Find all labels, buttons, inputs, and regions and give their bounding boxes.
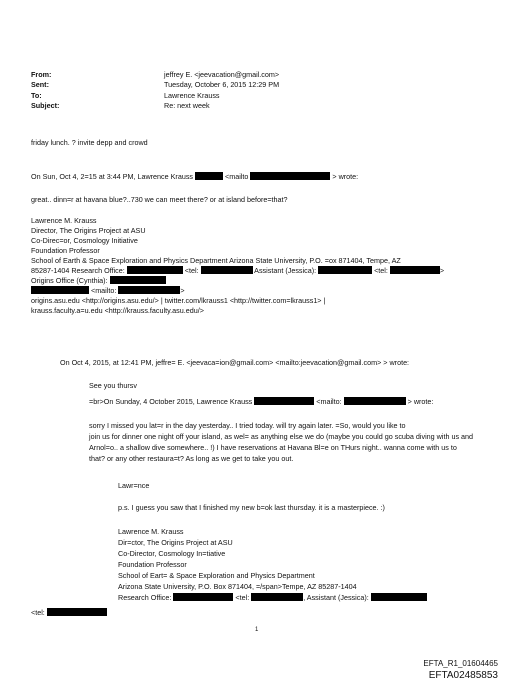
redaction-block	[195, 172, 223, 180]
redaction-block	[250, 172, 330, 180]
signature-line	[118, 593, 427, 602]
redaction-block	[173, 593, 233, 601]
redaction-block	[344, 397, 406, 405]
to-value: Lawrence Krauss	[164, 91, 220, 100]
from-value: jeffrey E. <jeevacation@gmail.com>	[164, 70, 280, 79]
body-line: friday lunch. ? invite depp and crowd	[31, 138, 148, 147]
signoff: Lawr=nce	[118, 481, 150, 490]
subject-label: Subject:	[31, 101, 60, 110]
subject-value: Re: next week	[164, 101, 210, 110]
signature-text: Research Office:	[118, 593, 172, 602]
redaction-block	[254, 397, 314, 405]
quote-header-text: On Sun, Oct 4, 2=15 at 3:44 PM, Lawrence Krauss	[31, 172, 194, 181]
redaction-block	[318, 266, 372, 274]
signature-text: <tel:	[184, 266, 199, 275]
redaction-block	[251, 593, 303, 601]
quote-header-text: > wrote:	[332, 172, 359, 181]
redaction-block	[127, 266, 183, 274]
footer-code: EFTA02485853	[428, 670, 498, 681]
to-label: To:	[31, 91, 42, 100]
redaction-block	[47, 608, 107, 616]
signature-line: School of Earth & Space Exploration and Physics Department Arizona State University, P.O. =ox 871404, Tempe, AZ	[31, 256, 401, 265]
redaction-block	[201, 266, 253, 274]
body-line: great.. dinn=r at havana blue?..730 we can meet there? or at island before=that?	[31, 195, 288, 204]
quote-header	[89, 397, 433, 406]
signature-line: Co-Direc=or, Cosmology Initiative	[31, 236, 138, 245]
signature-line: Arizona State University, P.O. Box 871404, =/span>Tempe, AZ 85287-1404	[118, 582, 357, 591]
signature-line: Lawrence M. Krauss	[31, 216, 97, 225]
page-number: 1	[255, 627, 259, 633]
quote-header-text: > wrote:	[407, 397, 434, 406]
redaction-block	[390, 266, 440, 274]
signature-line: Foundation Professor	[31, 246, 100, 255]
signature-line: Co-Director, Cosmology In=tiative	[118, 549, 226, 558]
signature-text: , Assistant (Jessica):	[303, 593, 369, 602]
quote-header-text: <mailto:	[316, 397, 342, 406]
signature-line: Director, The Origins Project at ASU	[31, 226, 146, 235]
signature-text: <mailto:	[91, 286, 117, 295]
redaction-block	[118, 286, 180, 294]
signature-line	[31, 286, 185, 295]
tel-text: <tel:	[31, 608, 45, 617]
signature-line: origins.asu.edu <http://origins.asu.edu/> | twitter.com/lkrauss1 <http://twitter.com=lkrauss1> |	[31, 296, 326, 305]
quote-header-text: <mailto	[225, 172, 249, 181]
signature-line: School of Eart= & Space Exploration and Physics Department	[118, 571, 315, 580]
tel-line	[31, 608, 107, 617]
signature-line: Dir=ctor, The Origins Project at ASU	[118, 538, 233, 547]
signature-text: Assistant (Jessica):	[254, 266, 317, 275]
signature-line	[31, 266, 444, 275]
signature-text: Origins Office (Cynthia):	[31, 276, 108, 285]
redaction-block	[110, 276, 166, 284]
quote-header-text: =br>On Sunday, 4 October 2015, Lawrence Krauss	[89, 397, 253, 406]
paragraph-line: sorry I missed you lat=r in the day yesterday.. I tried today. will try again later. =So, would you like to	[89, 421, 406, 430]
footer-code: EFTA_R1_01604465	[423, 659, 498, 668]
from-label: From:	[31, 70, 52, 79]
signature-text: >	[180, 286, 185, 295]
paragraph-line: join us for dinner one night off your island, as wel= as anything else we do (maybe you could go scuba diving with us and	[89, 432, 474, 441]
signature-text: <tel:	[374, 266, 388, 275]
signature-line: Lawrence M. Krauss	[118, 527, 184, 536]
postscript: p.s. I guess you saw that I finished my new b=ok last thursday. it is a masterpiece. :)	[118, 503, 385, 512]
quote-header: On Oct 4, 2015, at 12:41 PM, jeffre= E. <jeevaca=ion@gmail.com> <mailto:jeevacation@gmail.com> > wrote:	[60, 358, 410, 367]
signature-text: <tel:	[235, 593, 250, 602]
signature-line	[31, 276, 166, 285]
body-line: See you thursv	[89, 381, 137, 390]
quote-header	[31, 172, 358, 181]
signature-text: >	[439, 266, 445, 275]
redaction-block	[31, 286, 89, 294]
paragraph-line: that? or any other restaura=t? As long as we get to take you out.	[89, 454, 294, 463]
sent-label: Sent:	[31, 80, 49, 89]
redaction-block	[371, 593, 427, 601]
signature-text: 85287-1404 Research Office:	[31, 266, 125, 275]
signature-line: Foundation Professor	[118, 560, 187, 569]
signature-line: krauss.faculty.a=u.edu <http://krauss.faculty.asu.edu/>	[31, 306, 204, 315]
sent-value: Tuesday, October 6, 2015 12:29 PM	[164, 80, 280, 89]
paragraph-line: Arnol=o.. a shallow dive somewhere.. !) I have reservations at Havana Bl=e on THurs night.. wanna come with us to	[89, 443, 457, 452]
